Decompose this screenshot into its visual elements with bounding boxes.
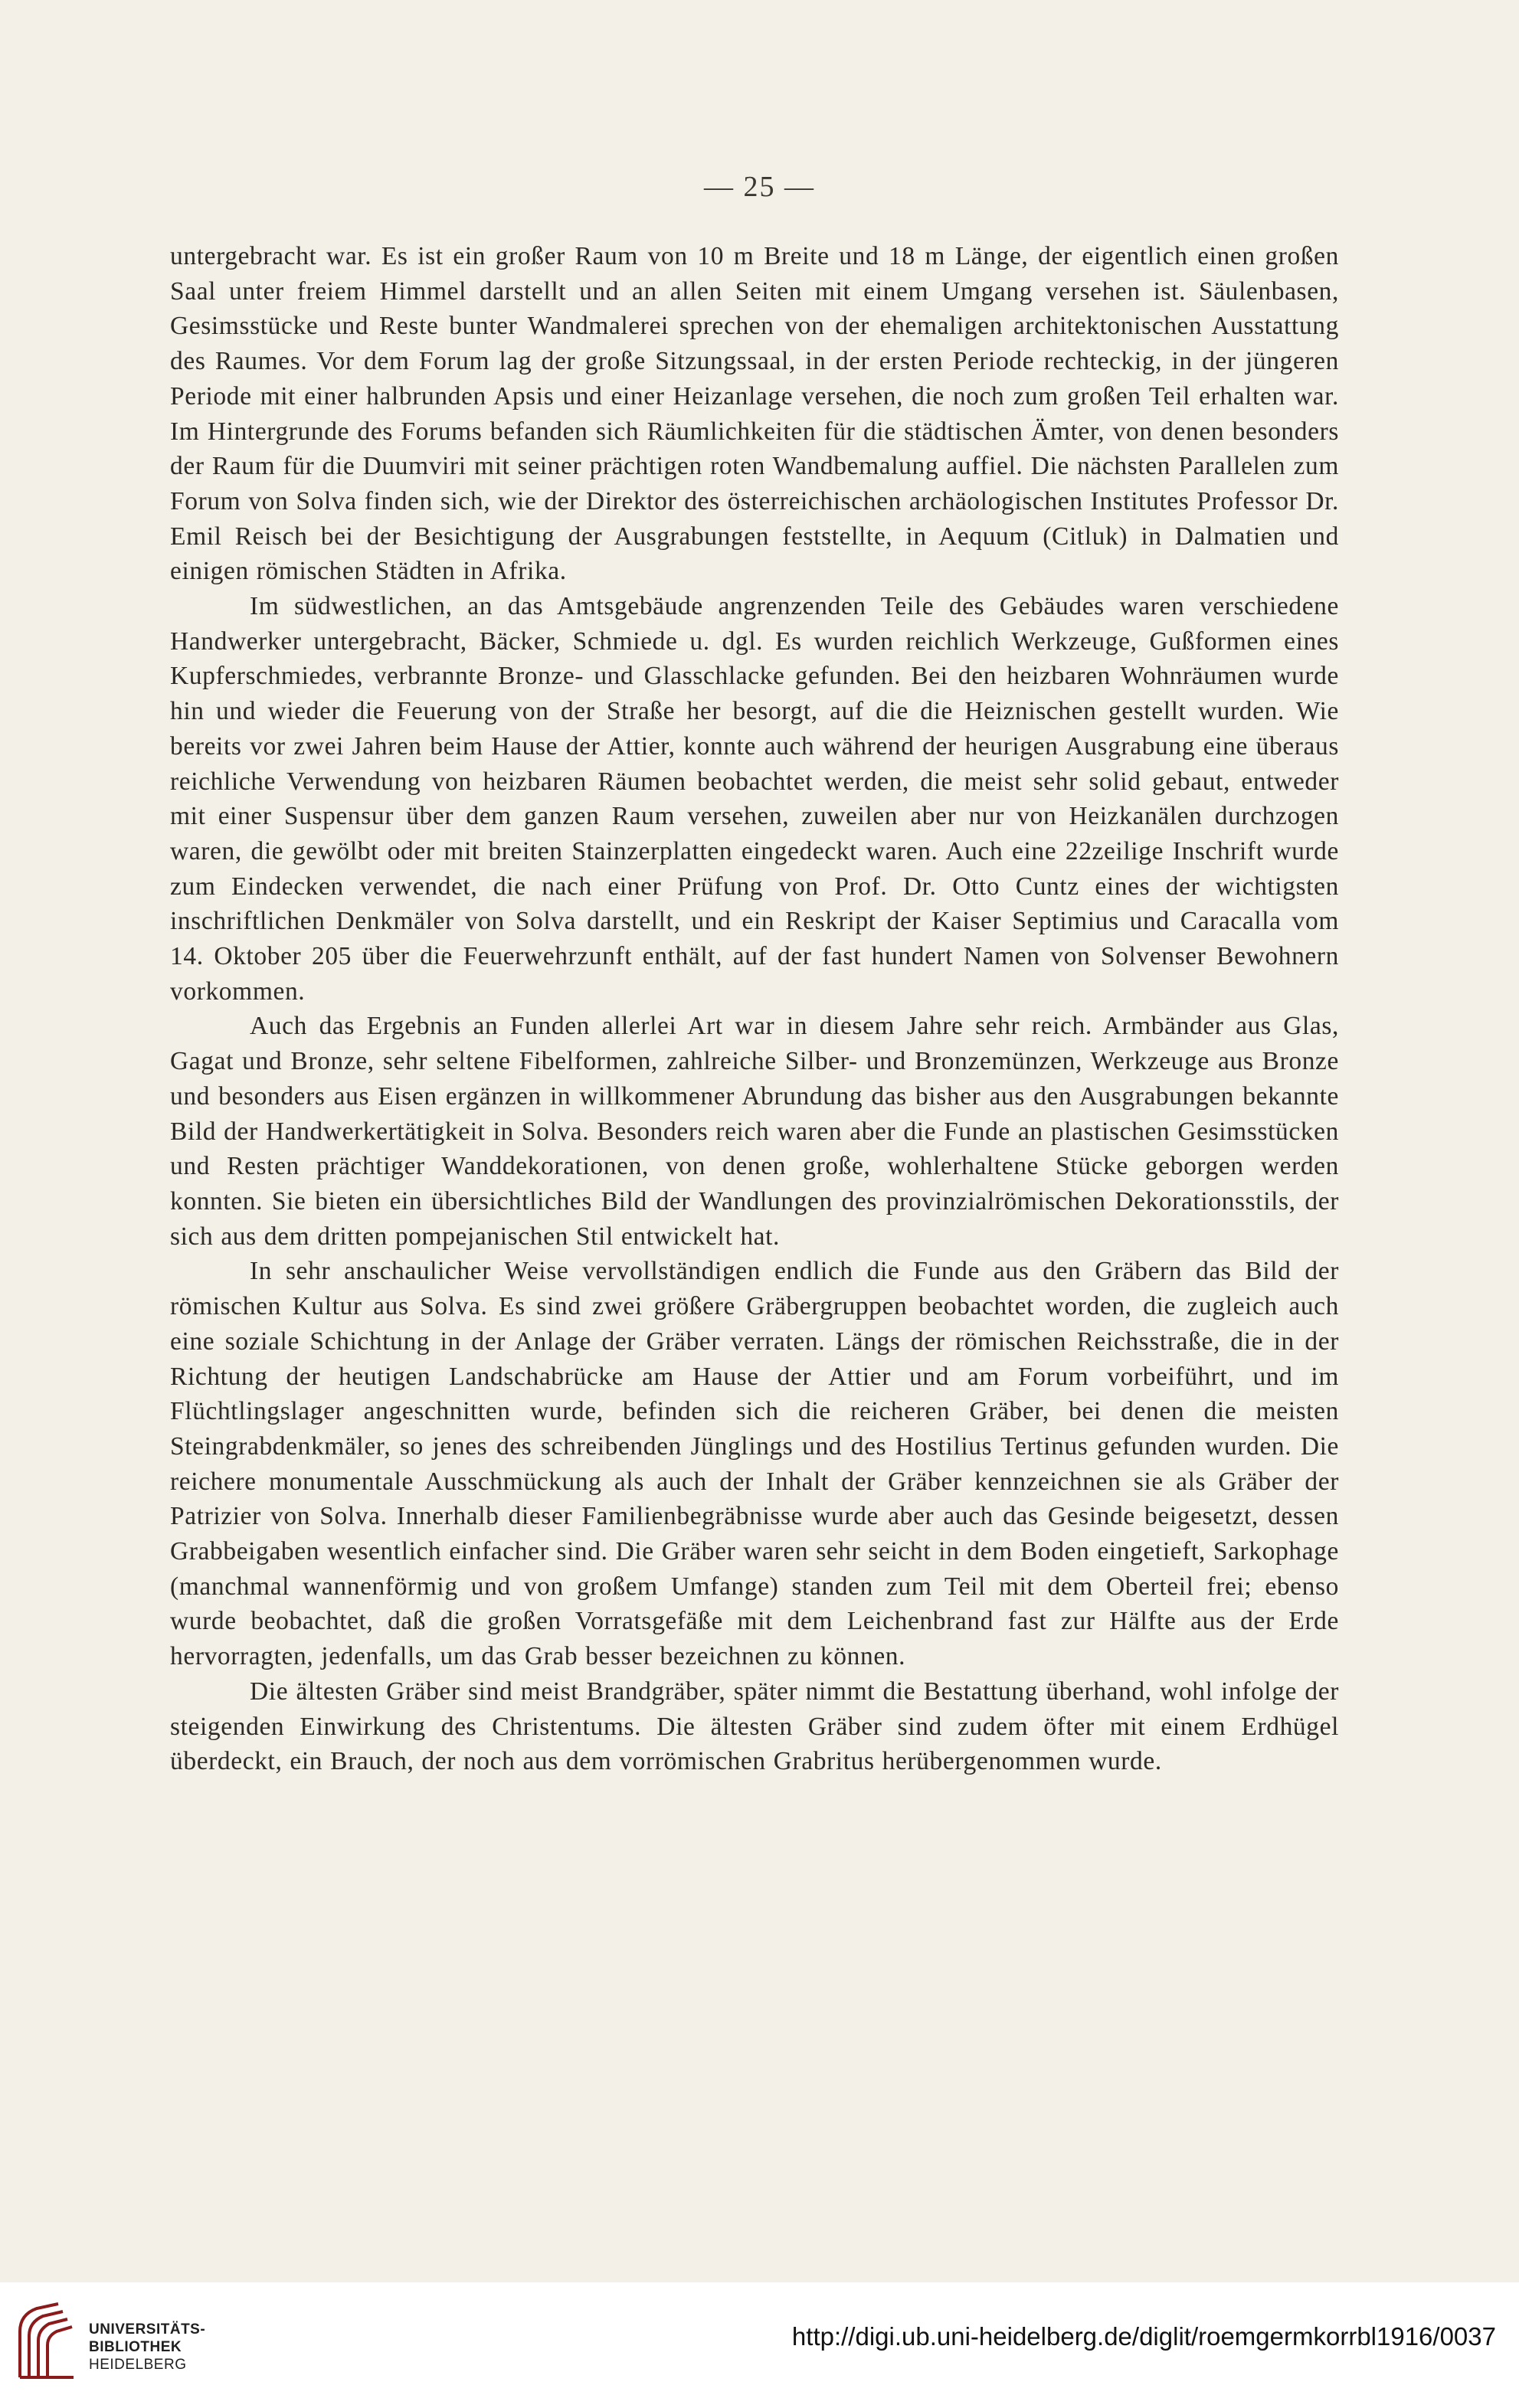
paragraph-2: Im südwestlichen, an das Amtsgebäude angrenzenden Teile des Gebäudes waren verschiedene Handwerker untergebracht, Bäcker, Schmiede u. dgl. Es wurden reichlich Werkzeuge, Gußformen eines Kupferschmiedes, verbrannte Bronze- und Glasschlacke gefunden. Bei den heizbaren Wohnräumen wurde hin und wieder die Feuerung von der Straße her besorgt, auf die die Heiznischen gestellt wurden. Wie bereits vor zwei Jahren beim Hause der Attier, konnte auch während der heurigen Ausgrabung eine überaus reichliche Verwendung von heizbaren Räumen beobachtet werden, die meist sehr solid gebaut, entweder mit einer Suspensur über dem ganzen Raum versehen, zuweilen aber nur von Heizkanälen durchzogen waren, die gewölbt oder mit breiten Stainzerplatten eingedeckt waren. Auch eine 22zeilige Inschrift wurde zum Eindecken verwendet, die nach einer Prüfung von Prof. Dr. Otto Cuntz eines der wichtigsten inschriftlichen Denkmäler von Solva darstellt, und ein Reskript der Kaiser Septimius und Caracalla vom 14. Oktober 205 über die Feuerwehrzunft enthält, auf der fast hundert Namen von Solvenser Bewohnern vorkommen.	[170, 592, 1339, 1006]
paragraph-4: In sehr anschaulicher Weise vervollständigen endlich die Funde aus den Gräbern das Bild der römischen Kultur aus Solva. Es sind zwei größere Gräbergruppen beobachtet worden, die zugleich auch eine soziale Schichtung in der Anlage der Gräber verraten. Längs der römischen Reichsstraße, die in der Richtung der heutigen Landschabrücke am Hause der Attier und am Forum vorbeiführt, und im Flüchtlingslager angeschnitten wurde, befinden sich die reicheren Gräber, bei denen die meisten Steingrabdenkmäler, so jenes des schreibenden Jünglings und des Hostilius Tertinus gefunden wurden. Die reichere monumentale Ausschmückung als auch der Inhalt der Gräber kennzeichnen sie als Gräber der Patrizier von Solva. Innerhalb dieser Familienbegräbnisse wurde aber auch das Gesinde beigesetzt, dessen Grabbeigaben wesentlich einfacher sind. Die Gräber waren sehr seicht in dem Boden eingetieft, Sarkophage (manchmal wannenförmig und von großem Umfange) standen zum Teil mit dem Oberteil frei; ebenso wurde beobachtet, daß die großen Vorratsgefäße mit dem Leichenbrand fast zur Hälfte aus der Erde hervorragten, jedenfalls, um das Grab besser bezeichnen zu können.	[170, 1257, 1339, 1671]
paragraph-3: Auch das Ergebnis an Funden allerlei Art war in diesem Jahre sehr reich. Armbänder aus Glas, Gagat und Bronze, sehr seltene Fibelformen, zahlreiche Silber- und Bronzemünzen, Werkzeuge aus Bronze und besonders aus Eisen ergänzen in willkommener Abrundung das bisher aus den Ausgrabungen bekannte Bild der Handwerkertätigkeit in Solva. Besonders reich waren aber die Funde an plastischen Gesimsstücken und Resten prächtiger Wanddekorationen, von denen große, wohlerhaltene Stücke geborgen werden konnten. Sie bieten ein übersichtliches Bild der Wandlungen des provinzialrömischen Dekorationsstils, der sich aus dem dritten pompejanischen Stil entwickelt hat.	[170, 1012, 1339, 1251]
library-name-line-2: BIBLIOTHEK	[89, 2339, 182, 2355]
page-number: — 25 —	[704, 171, 815, 203]
paragraph-5: Die ältesten Gräber sind meist Brandgräber, später nimmt die Bestattung überhand, wohl infolge der steigenden Einwirkung des Christentums. Die ältesten Gräber sind zudem öfter mit einem Erdhügel überdeckt, ein Brauch, der noch aus dem vorrömischen Grabritus herübergenommen wurde.	[170, 1677, 1339, 1776]
footer-bar	[0, 2282, 1519, 2408]
library-name-line-3: HEIDELBERG	[89, 2357, 187, 2373]
source-url-link[interactable]: http://digi.ub.uni-heidelberg.de/diglit/roemgermkorrbl1916/0037	[791, 2322, 1496, 2351]
ub-heidelberg-logo-icon[interactable]	[12, 2301, 78, 2385]
library-name	[89, 2321, 205, 2374]
body-text	[170, 239, 1339, 1779]
library-name-line-1: UNIVERSITÄTS-	[89, 2321, 206, 2338]
paragraph-1: untergebracht war. Es ist ein großer Raum von 10 m Breite und 18 m Länge, der eigentlich einen großen Saal unter freiem Himmel darstellt und an allen Seiten mit einem Umgang versehen ist. Säulenbasen, Gesimsstücke und Reste bunter Wandmalerei sprechen von der ehemaligen architektonischen Ausstattung des Raumes. Vor dem Forum lag der große Sitzungssaal, in der ersten Periode rechteckig, in der jüngeren Periode mit einer halbrunden Apsis und einer Heizanlage versehen, die noch zum großen Teil erhalten war. Im Hintergrunde des Forums befanden sich Räumlichkeiten für die städtischen Ämter, von denen besonders der Raum für die Duumviri mit seiner prächtigen roten Wandbemalung auffiel. Die nächsten Parallelen zum Forum von Solva finden sich, wie der Direktor des österreichischen archäologischen Institutes Professor Dr. Emil Reisch bei der Besichtigung der Ausgrabungen feststellte, in Aequum (Citluk) in Dalmatien und einigen römischen Städten in Afrika.	[170, 242, 1339, 586]
